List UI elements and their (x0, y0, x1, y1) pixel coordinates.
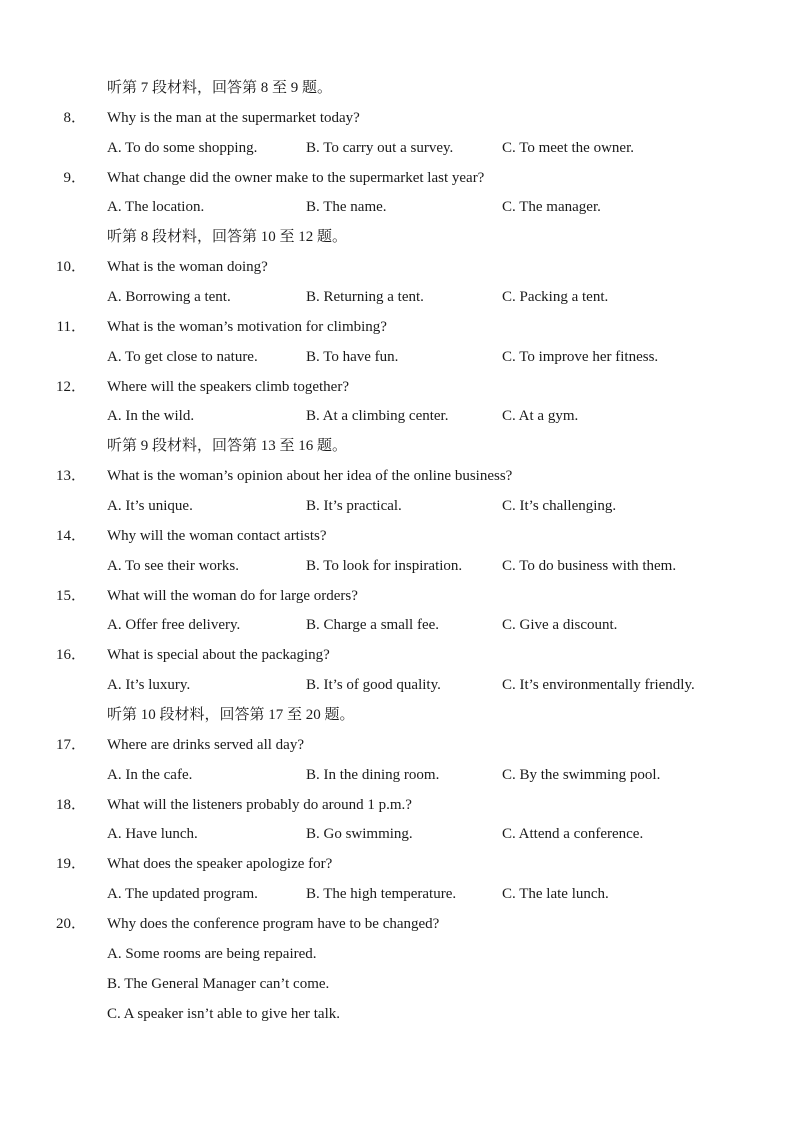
question-text: Where are drinks served all day? (107, 736, 304, 753)
option-c: C. By the swimming pool. (502, 766, 661, 783)
options-row (0, 283, 794, 313)
option-c: C. It’s environmentally friendly. (502, 677, 695, 694)
options-row (0, 820, 794, 850)
options-row (0, 671, 794, 701)
question-number: 10． (55, 259, 86, 276)
question-text: What does the speaker apologize for? (107, 856, 333, 873)
question-line (0, 462, 794, 492)
option-b: B. Go swimming. (306, 826, 413, 843)
question-text: What is the woman’s opinion about her idea of the online business? (107, 468, 513, 485)
option-a: A. It’s luxury. (107, 677, 191, 694)
question-text: What is the woman’s motivation for climbing? (107, 318, 387, 335)
question-number: 12． (55, 378, 86, 395)
option-c: C. To improve her fitness. (502, 348, 659, 365)
option-b: B. To have fun. (306, 348, 399, 365)
option-b: B. Returning a tent. (306, 289, 424, 306)
option-a: A. To get close to nature. (107, 348, 258, 365)
option-row (0, 940, 794, 970)
option-a: A. Some rooms are being repaired. (107, 945, 317, 962)
option-a: A. To see their works. (107, 557, 239, 574)
option-c: C. The late lunch. (502, 886, 609, 903)
question-text: What will the listeners probably do around 1 p.m.? (107, 796, 412, 813)
options-row (0, 761, 794, 791)
question-text: What is the woman doing? (107, 259, 268, 276)
option-c: C. To do business with them. (502, 557, 677, 574)
question-number: 16． (55, 647, 86, 664)
question-line (0, 313, 794, 343)
section-instruction: 听第 8 段材料，回答第 10 至 12 题。 (107, 229, 348, 246)
question-line (0, 582, 794, 612)
option-a: A. The updated program. (107, 886, 258, 903)
question-text: Why will the woman contact artists? (107, 527, 327, 544)
option-b: B. In the dining room. (306, 766, 440, 783)
option-b: B. It’s of good quality. (306, 677, 441, 694)
question-number: 20． (55, 916, 86, 933)
listening-questions-page (0, 74, 794, 1030)
options-row (0, 402, 794, 432)
question-number: 19． (55, 856, 86, 873)
option-c: C. Give a discount. (502, 617, 618, 634)
option-b: B. It’s practical. (306, 498, 402, 515)
question-line (0, 910, 794, 940)
section-instruction: 听第 10 段材料，回答第 17 至 20 题。 (107, 707, 355, 724)
options-row (0, 193, 794, 223)
question-line (0, 791, 794, 821)
option-a: A. In the wild. (107, 408, 195, 425)
option-a: A. Borrowing a tent. (107, 289, 231, 306)
option-b: B. Charge a small fee. (306, 617, 440, 634)
question-line (0, 373, 794, 403)
option-c: C. Attend a conference. (502, 826, 644, 843)
question-text: Where will the speakers climb together? (107, 378, 349, 395)
section-instruction: 听第 7 段材料，回答第 8 至 9 题。 (107, 80, 333, 96)
question-number: 14． (55, 527, 86, 544)
option-c: C. The manager. (502, 199, 601, 216)
question-text: What is special about the packaging? (107, 647, 330, 664)
question-line (0, 253, 794, 283)
option-b: B. The General Manager can’t come. (107, 975, 330, 992)
option-c: C. It’s challenging. (502, 498, 617, 515)
question-number: 8． (63, 109, 86, 126)
option-c: C. A speaker isn’t able to give her talk. (107, 1005, 341, 1022)
option-b: B. At a climbing center. (306, 408, 449, 425)
option-b: B. The high temperature. (306, 886, 457, 903)
option-b: B. To look for inspiration. (306, 557, 463, 574)
option-c: C. Packing a tent. (502, 289, 609, 306)
question-text: What will the woman do for large orders? (107, 587, 358, 604)
question-text: What change did the owner make to the supermarket last year? (107, 169, 485, 186)
option-c: C. At a gym. (502, 408, 579, 425)
options-row (0, 134, 794, 164)
question-number: 11． (56, 318, 86, 335)
question-line (0, 641, 794, 671)
option-a: A. The location. (107, 199, 205, 216)
question-line (0, 850, 794, 880)
option-a: A. In the cafe. (107, 766, 193, 783)
question-text: Why does the conference program have to be changed? (107, 916, 440, 933)
option-c: C. To meet the owner. (502, 139, 634, 156)
question-text: Why is the man at the supermarket today? (107, 109, 360, 126)
question-line (0, 164, 794, 194)
option-row (0, 1000, 794, 1030)
options-row (0, 343, 794, 373)
option-a: A. Have lunch. (107, 826, 198, 843)
options-row (0, 552, 794, 582)
question-number: 15． (55, 587, 86, 604)
question-number: 9． (63, 169, 86, 186)
question-number: 17． (55, 736, 86, 753)
option-row (0, 970, 794, 1000)
question-line (0, 104, 794, 134)
options-row (0, 880, 794, 910)
question-line (0, 522, 794, 552)
section-instruction: 听第 9 段材料，回答第 13 至 16 题。 (107, 438, 348, 455)
option-a: A. It’s unique. (107, 498, 193, 515)
options-row (0, 611, 794, 641)
option-b: B. The name. (306, 199, 387, 216)
option-a: A. To do some shopping. (107, 139, 258, 156)
option-b: B. To carry out a survey. (306, 139, 454, 156)
question-line (0, 731, 794, 761)
option-a: A. Offer free delivery. (107, 617, 241, 634)
question-number: 13． (55, 468, 86, 485)
options-row (0, 492, 794, 522)
question-number: 18． (55, 796, 86, 813)
